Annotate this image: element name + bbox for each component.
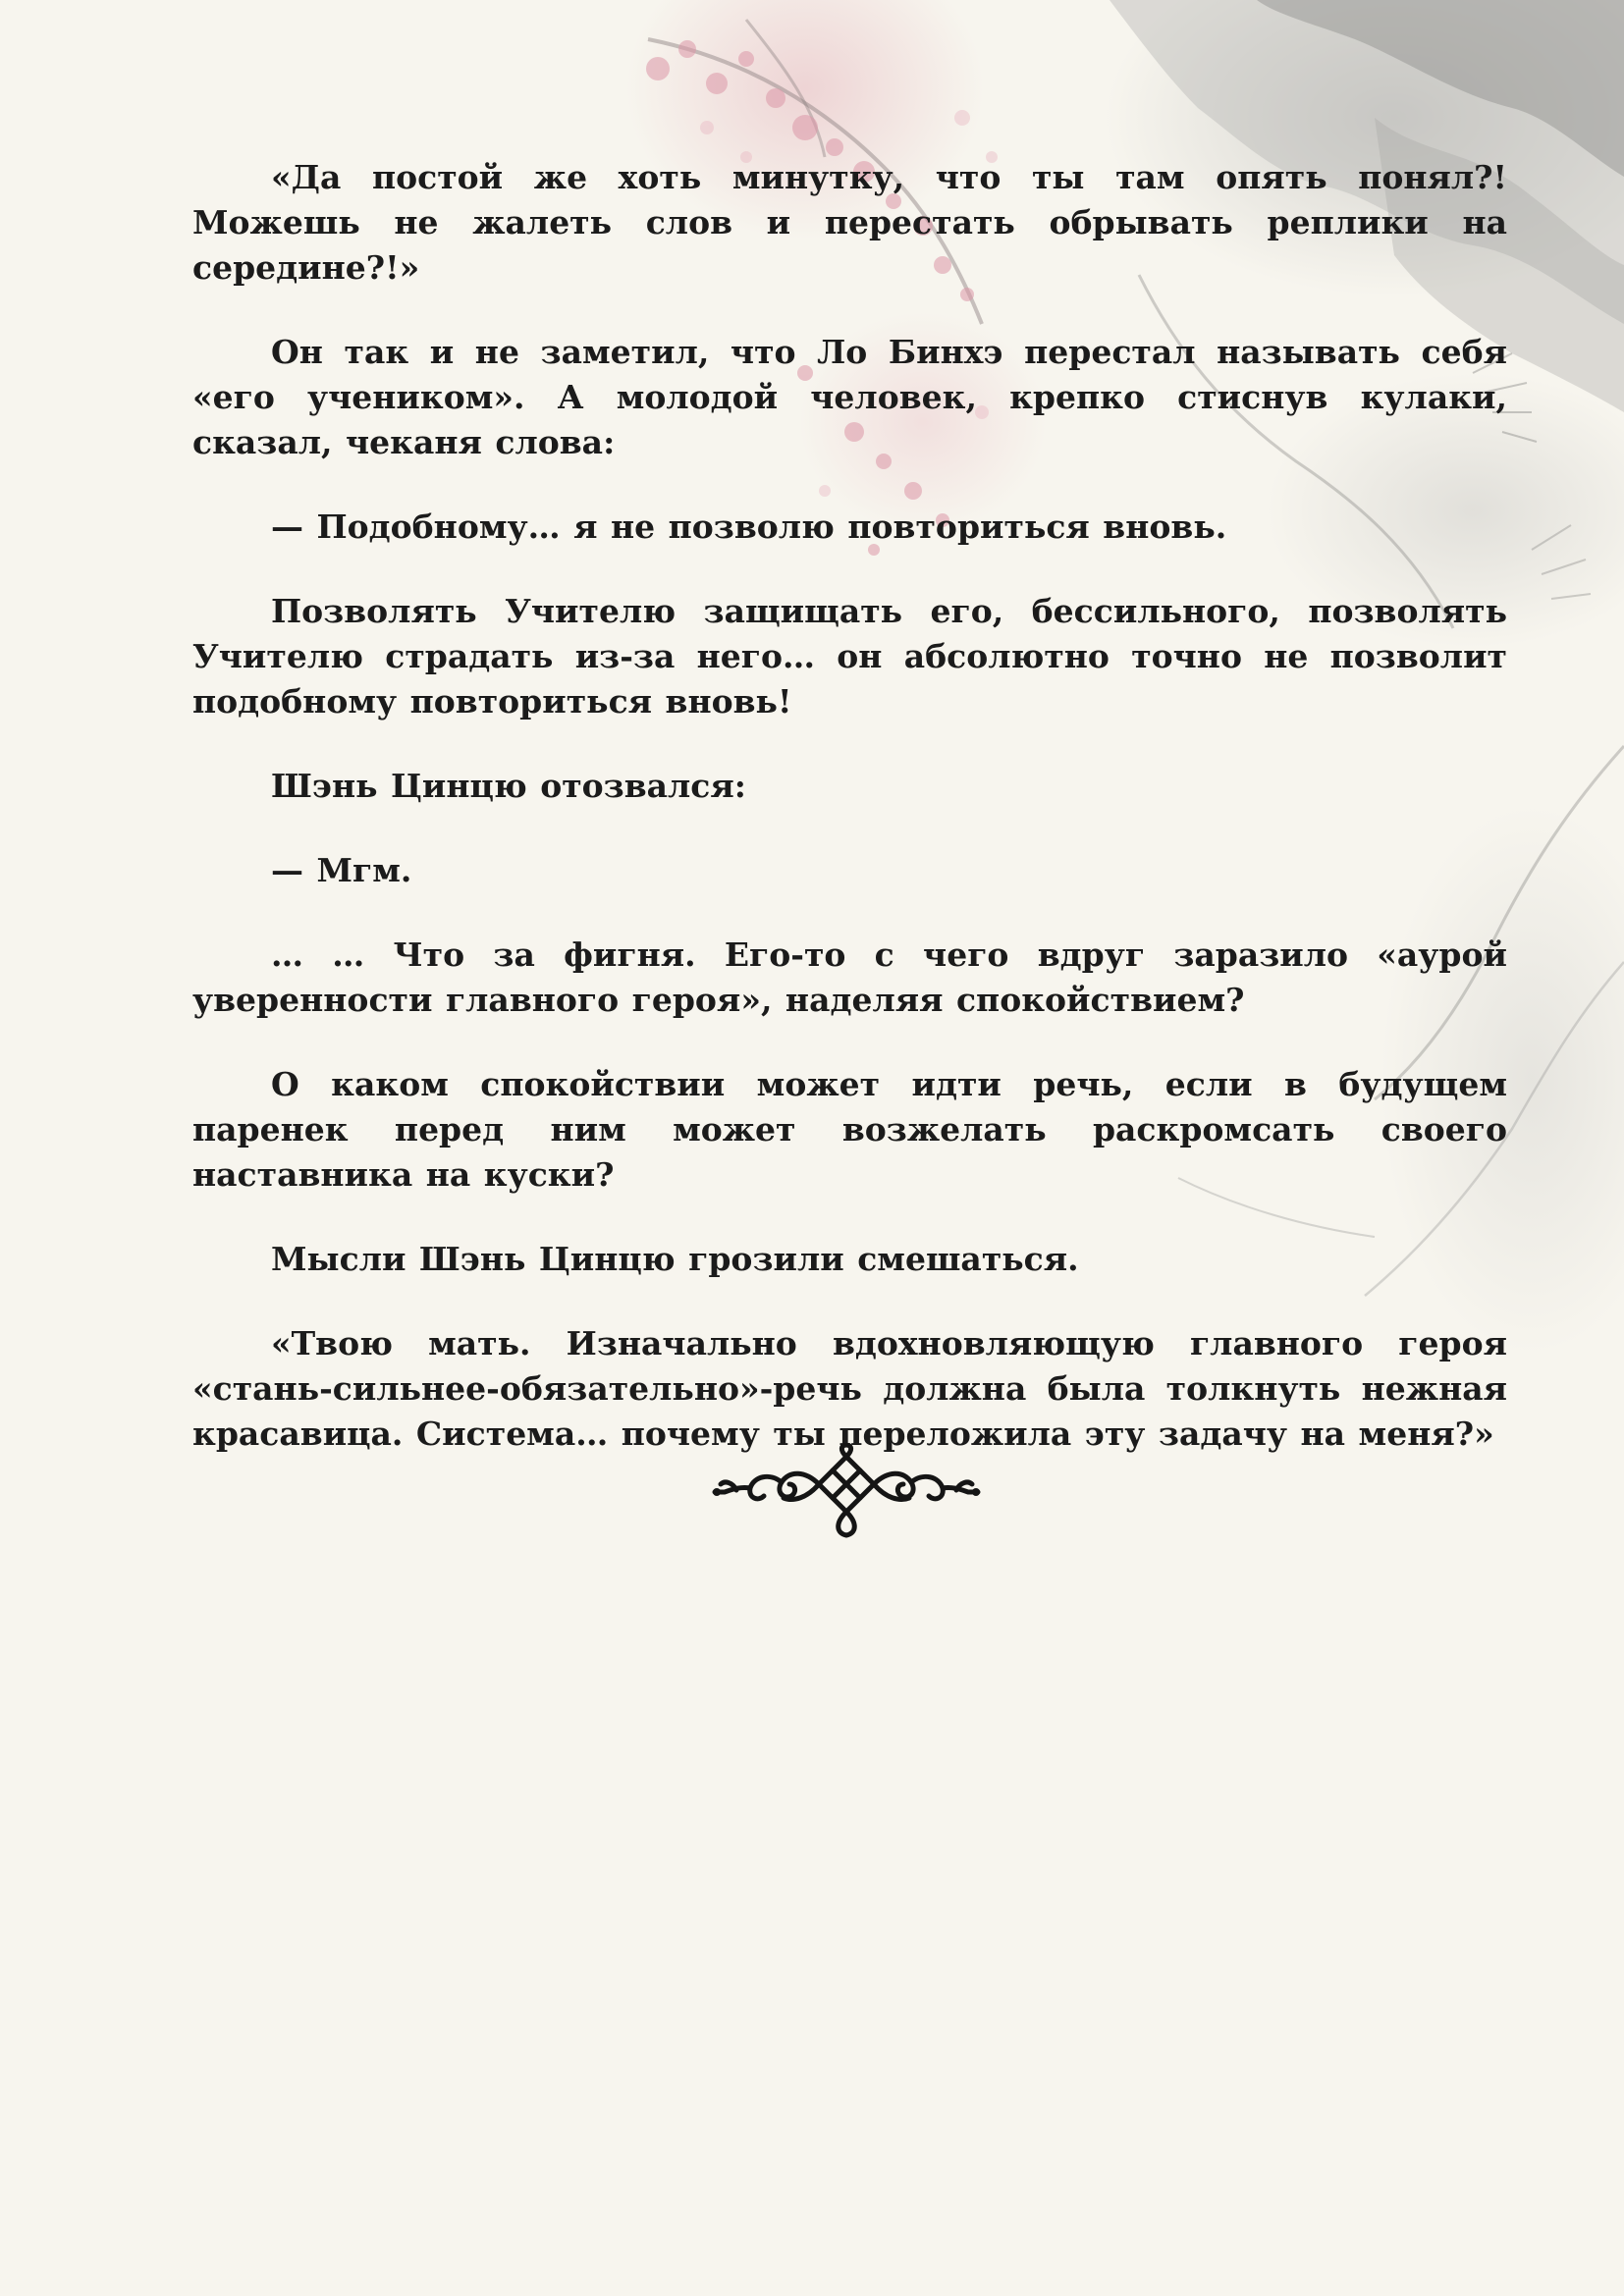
paragraph: «Да постой же хоть минутку, что ты там опять понял?! Можешь не жалеть слов и перестать обрывать реплики на середине?!» — [192, 158, 1507, 287]
paragraph: Он так и не заметил, что Ло Бинхэ перестал называть себя «его учеником». А молодой человек, крепко стиснув кулаки, сказал, чеканя слова: — [192, 333, 1507, 461]
story-text — [192, 155, 1507, 1496]
paragraph: О каком спокойствии может идти речь, если в будущем паренек перед ним может возжелать раскромсать своего наставника на куски? — [192, 1065, 1507, 1194]
paragraph: «Твою мать. Изначально вдохновляющую главного героя «стань-сильнее-обязательно»-речь должна была толкнуть нежная красавица. Система… почему ты переложила эту задачу на меня?» — [192, 1324, 1507, 1453]
endless-knot-ornament — [711, 1443, 982, 1541]
paragraph: Мысли Шэнь Цинцю грозили смешаться. — [271, 1240, 1079, 1278]
paragraph: Позволять Учителю защищать его, бессильного, позволять Учителю страдать из-за него… он абсолютно точно не позволит подобному повториться вновь! — [192, 592, 1507, 721]
paragraph: … … Что за фигня. Его-то с чего вдруг заразило «аурой уверенности главного героя», наделяя спокойствием? — [192, 935, 1507, 1019]
paragraph: — Подобному… я не позволю повториться вновь. — [271, 507, 1227, 546]
paragraph: Шэнь Цинцю отозвался: — [271, 767, 746, 805]
paragraph: — Мгм. — [271, 851, 412, 889]
